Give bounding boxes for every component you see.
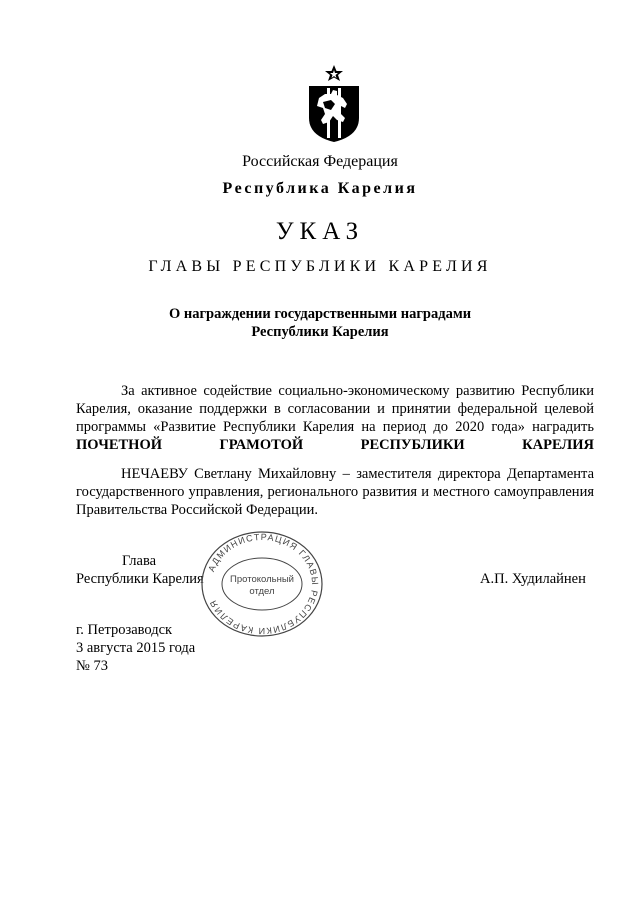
decree-paragraph-1 xyxy=(76,382,594,454)
signature-position-line-2: Республики Карелия xyxy=(76,571,204,587)
stamp-center-line-1: Протокольный xyxy=(230,574,294,585)
place-city: г. Петрозаводск xyxy=(76,622,173,638)
country-name: Российская Федерация xyxy=(242,153,398,170)
signer-name: А.П. Худилайнен xyxy=(480,571,586,587)
official-stamp xyxy=(198,528,326,640)
signature-position-line-1: Глава xyxy=(122,553,157,569)
subject-line-2: Республики Карелия xyxy=(251,324,389,340)
subject-line-1: О награждении государственными наградами xyxy=(168,306,472,322)
document-number: № 73 xyxy=(76,658,108,674)
decree-subject xyxy=(0,305,640,341)
award-name: ПОЧЕТНОЙ ГРАМОТОЙ РЕСПУБЛИКИ КАРЕЛИЯ xyxy=(76,437,594,453)
document-type-title: УКАЗ xyxy=(275,218,365,245)
stamp-center-line-2: отдел xyxy=(249,586,275,597)
place-date: 3 августа 2015 года xyxy=(76,640,196,656)
karelia-coat-of-arms-icon xyxy=(303,64,365,144)
issuer-title: ГЛАВЫ РЕСПУБЛИКИ КАРЕЛИЯ xyxy=(148,258,492,275)
republic-name: Республика Карелия xyxy=(222,180,418,197)
decree-paragraph-2: НЕЧАЕВУ Светлану Михайловну – заместителя директора Департамента государственного управления, регионального развития и местного самоуправления Правительства Российской Федерации. xyxy=(76,466,594,518)
stamp-ring-text: АДМИНИСТРАЦИЯ ГЛАВЫ РЕСПУБЛИКИ КАРЕЛИЯ xyxy=(206,531,321,637)
paragraph-1-text: За активное содействие социально-экономическому развитию Республики Карелия, оказание поддержки в согласовании и принятии федеральной целевой программы «Развитие Республики Карелия на период до 2020 года» наградить xyxy=(76,383,594,435)
